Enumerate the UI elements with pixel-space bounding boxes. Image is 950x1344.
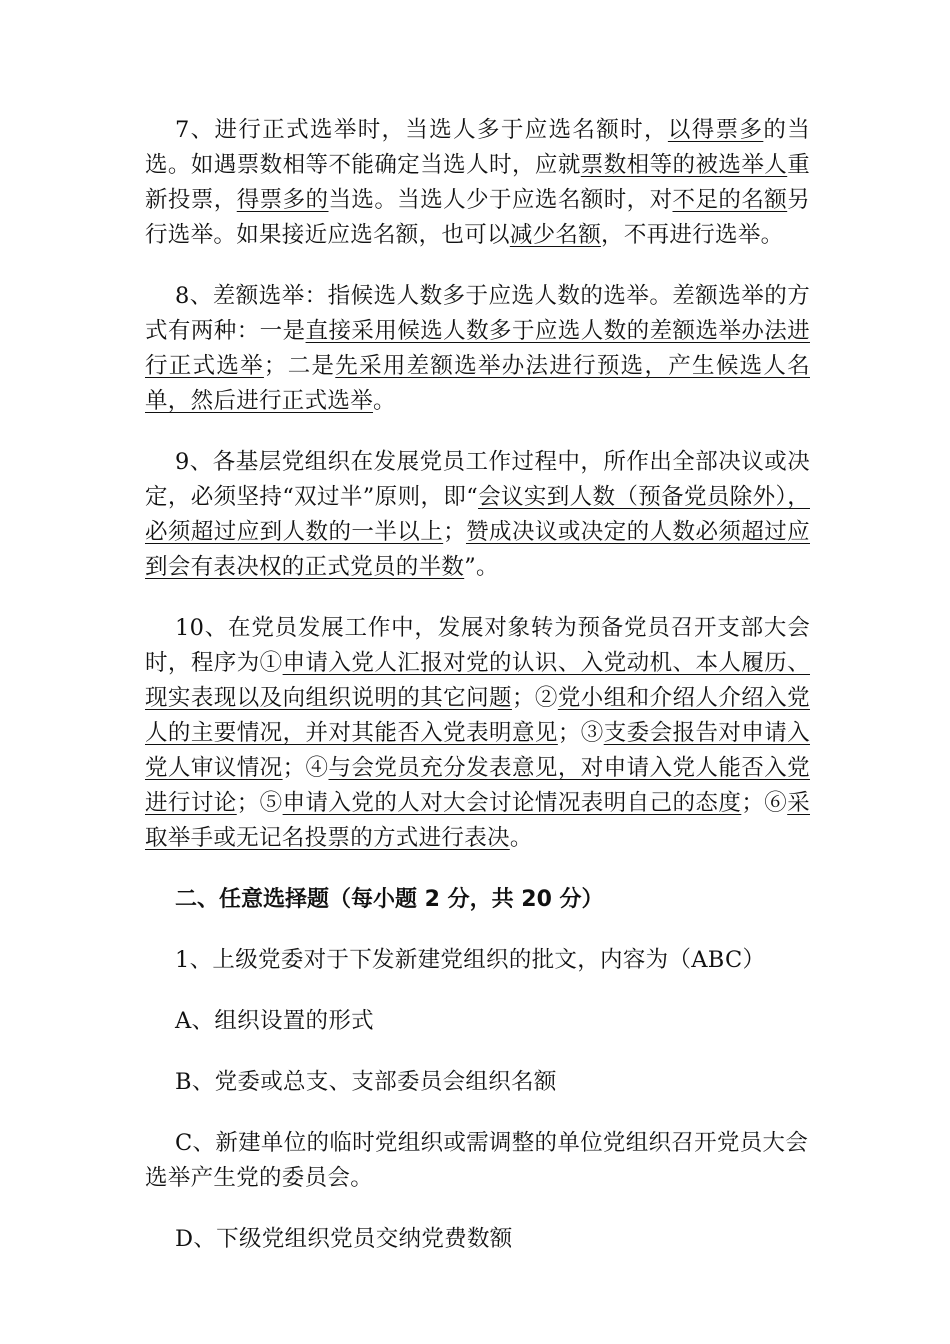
underlined-answer: 票数相等的被选举人	[580, 152, 788, 178]
underlined-answer: 以得票多	[667, 117, 764, 143]
question-1-option-d: D、下级党组织党员交纳党费数额	[175, 1226, 513, 1252]
section-2-title: 二、任意选择题（每小题 2 分，共 20 分）	[175, 887, 604, 912]
underlined-answer: 赞成决议或决定的人数必须超过应到会有表决权的正式党员的半数	[145, 519, 810, 580]
underlined-answer: 先采用差额选举办法进行预选，产生候选人名单，然后进行正式选举	[145, 353, 810, 414]
text-segment: ，不再进行选举。	[601, 222, 784, 248]
text-segment: 重新投票，	[145, 152, 811, 213]
underlined-answer: 与会党员充分发表意见，对申请入党人能否入党进行讨论	[145, 755, 810, 816]
question-1-option-a: A、组织设置的形式	[175, 1008, 374, 1034]
item-8-paragraph	[145, 279, 810, 419]
question-1-option-b: B、党委或总支、支部委员会组织名额	[175, 1069, 557, 1095]
text-segment: ；②	[511, 685, 558, 711]
underlined-answer: 不足的名额	[672, 187, 788, 213]
text-segment: 的当选。如遇票数相等不能确定当选人时，应就	[145, 117, 811, 178]
question-1-stem: 1、上级党委对于下发新建党组织的批文，内容为（ABC）	[175, 947, 766, 973]
text-segment: ；⑤	[236, 790, 283, 816]
underlined-answer: 直接采用候选人数多于应选人数的差额选举办法进行正式选举	[145, 318, 810, 379]
underlined-answer: 支委会报告对申请入党人审议情况	[145, 720, 810, 781]
text-segment: ；③	[557, 720, 604, 746]
underlined-answer: 申请入党人汇报对党的认识、入党动机、本人履历、现实表现以及向组织说明的其它问题	[145, 650, 810, 711]
underlined-answer: 会议实到人数（预备党员除外），必须超过应到人数的一半以上	[145, 484, 810, 545]
document-content	[145, 113, 810, 1283]
text-segment: 另行选举。如果接近应选名额，也可以	[145, 187, 810, 248]
text-segment: 当选。当选人少于应选名额时，对	[328, 187, 673, 213]
text-segment: ；	[443, 519, 466, 545]
underlined-answer: 申请入党的人对大会讨论情况表明自己的态度	[282, 790, 742, 816]
text-segment: 9、各基层党组织在发展党员工作过程中，所作出全部决议或决定，必须坚持“双过半”原则，即“	[145, 449, 810, 510]
underlined-answer: 采取举手或无记名投票的方式进行表决	[145, 790, 810, 851]
text-segment: ；⑥	[741, 790, 788, 816]
question-1-option-c: C、新建单位的临时党组织或需调整的单位党组织召开党员大会选举产生党的委员会。	[145, 1130, 809, 1191]
underlined-answer: 得票多的	[236, 187, 329, 213]
text-segment: 8、差额选举：指候选人数多于应选人数的选举。差额选举的方式有两种：一是	[145, 283, 810, 344]
item-9-paragraph	[145, 445, 810, 585]
underlined-answer: 减少名额	[509, 222, 602, 248]
text-segment: 10、在党员发展工作中，发展对象转为预备党员召开支部大会时，程序为①	[145, 615, 810, 676]
text-segment: 7、进行正式选举时，当选人多于应选名额时，	[175, 117, 668, 143]
text-segment: ；二是	[263, 353, 336, 379]
item-7-paragraph	[145, 113, 810, 253]
text-segment: ”。	[464, 554, 499, 580]
text-segment: 。	[373, 388, 396, 414]
underlined-answer: 党小组和介绍人介绍入党人的主要情况，并对其能否入党表明意见	[145, 685, 810, 746]
text-segment: 。	[509, 825, 533, 851]
text-segment: ；④	[282, 755, 329, 781]
item-10-paragraph	[145, 611, 810, 856]
